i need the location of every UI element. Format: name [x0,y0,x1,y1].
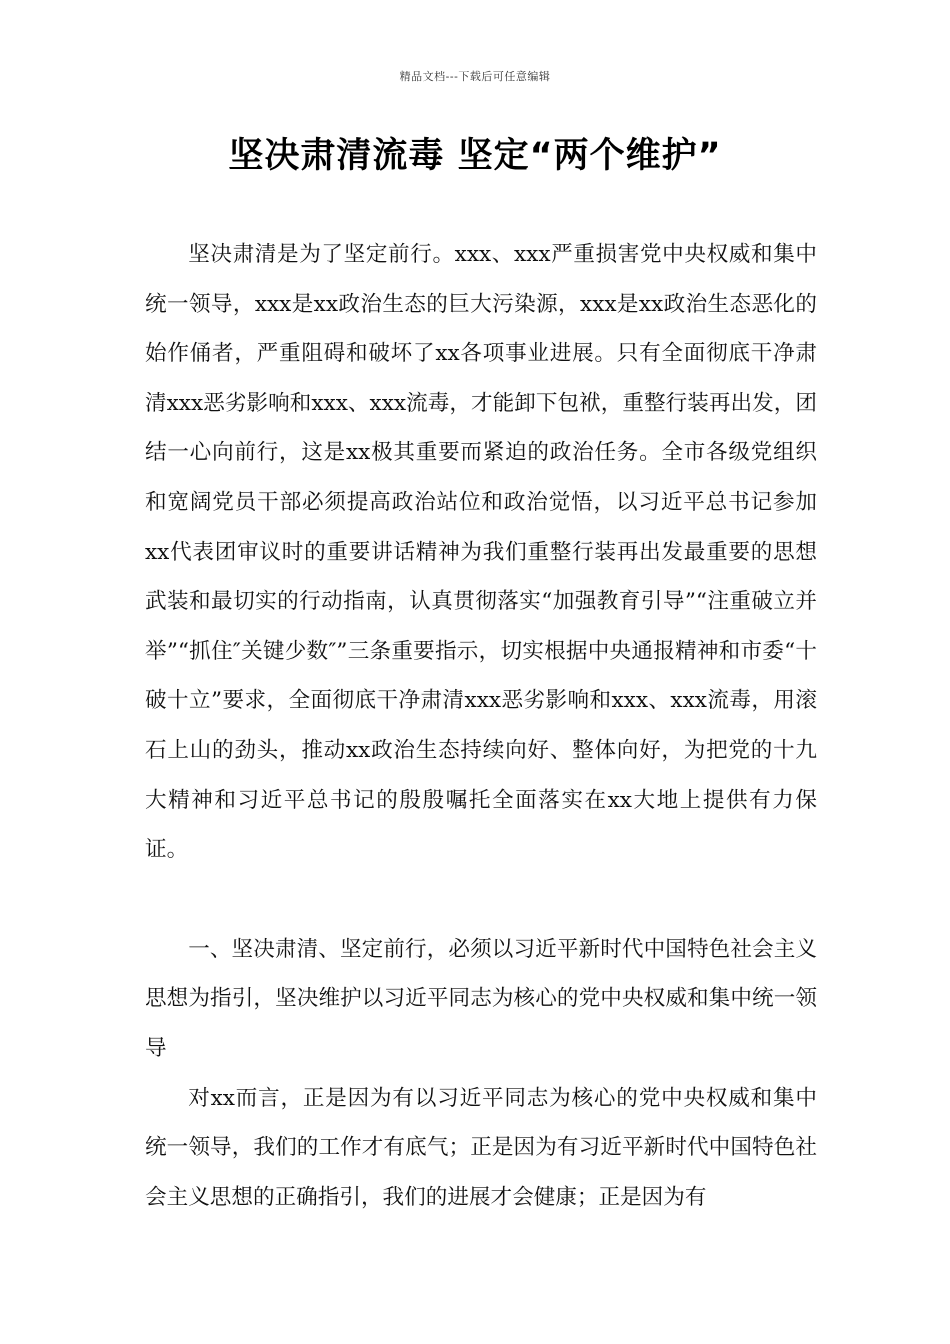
header-note: 精品文档---下载后可任意编辑 [399,70,551,83]
document-body [145,230,817,1222]
section-heading-1: 一、坚决肃清、坚定前行，必须以习近平新时代中国特色社会主义思想为指引，坚决维护以习近平同志为核心的党中央权威和集中统一领导 [145,936,817,1061]
paragraph-section-1: 对xx而言，正是因为有以习近平同志为核心的党中央权威和集中统一领导，我们的工作才有底气；正是因为有习近平新时代中国特色社会主义思想的正确指引，我们的进展才会健康；正是因为有 [145,1085,817,1210]
paragraph-gap [145,875,817,925]
document-title: 坚决肃清流毒 坚定“两个维护” [228,136,722,176]
paragraph-intro: 坚决肃清是为了坚定前行。xxx、xxx严重损害党中央权威和集中统一领导，xxx是xx政治生态的巨大污染源，xxx是xx政治生态恶化的始作俑者，严重阻碍和破坏了xx各项事业进展。只有全面彻底干净肃清xxx恶劣影响和xxx、xxx流毒，才能卸下包袱，重整行装再出发，团结一心向前行，这是xx极其重要而紧迫的政治任务。全市各级党组织和宽阔党员干部必须提高政治站位和政治觉悟，以习近平总书记参加xx代表团审议时的重要讲话精神为我们重整行装再出发最重要的思想武装和最切实的行动指南，认真贯彻落实“加强教育引导”“注重破立并举”“抓住″关键少数″”三条重要指示，切实根据中央通报精神和市委“十破十立”要求，全面彻底干净肃清xxx恶劣影响和xxx、xxx流毒，用滚石上山的劲头，推动xx政治生态持续向好、整体向好，为把党的十九大精神和习近平总书记的殷殷嘱托全面落实在xx大地上提供有力保证。 [145,242,817,863]
